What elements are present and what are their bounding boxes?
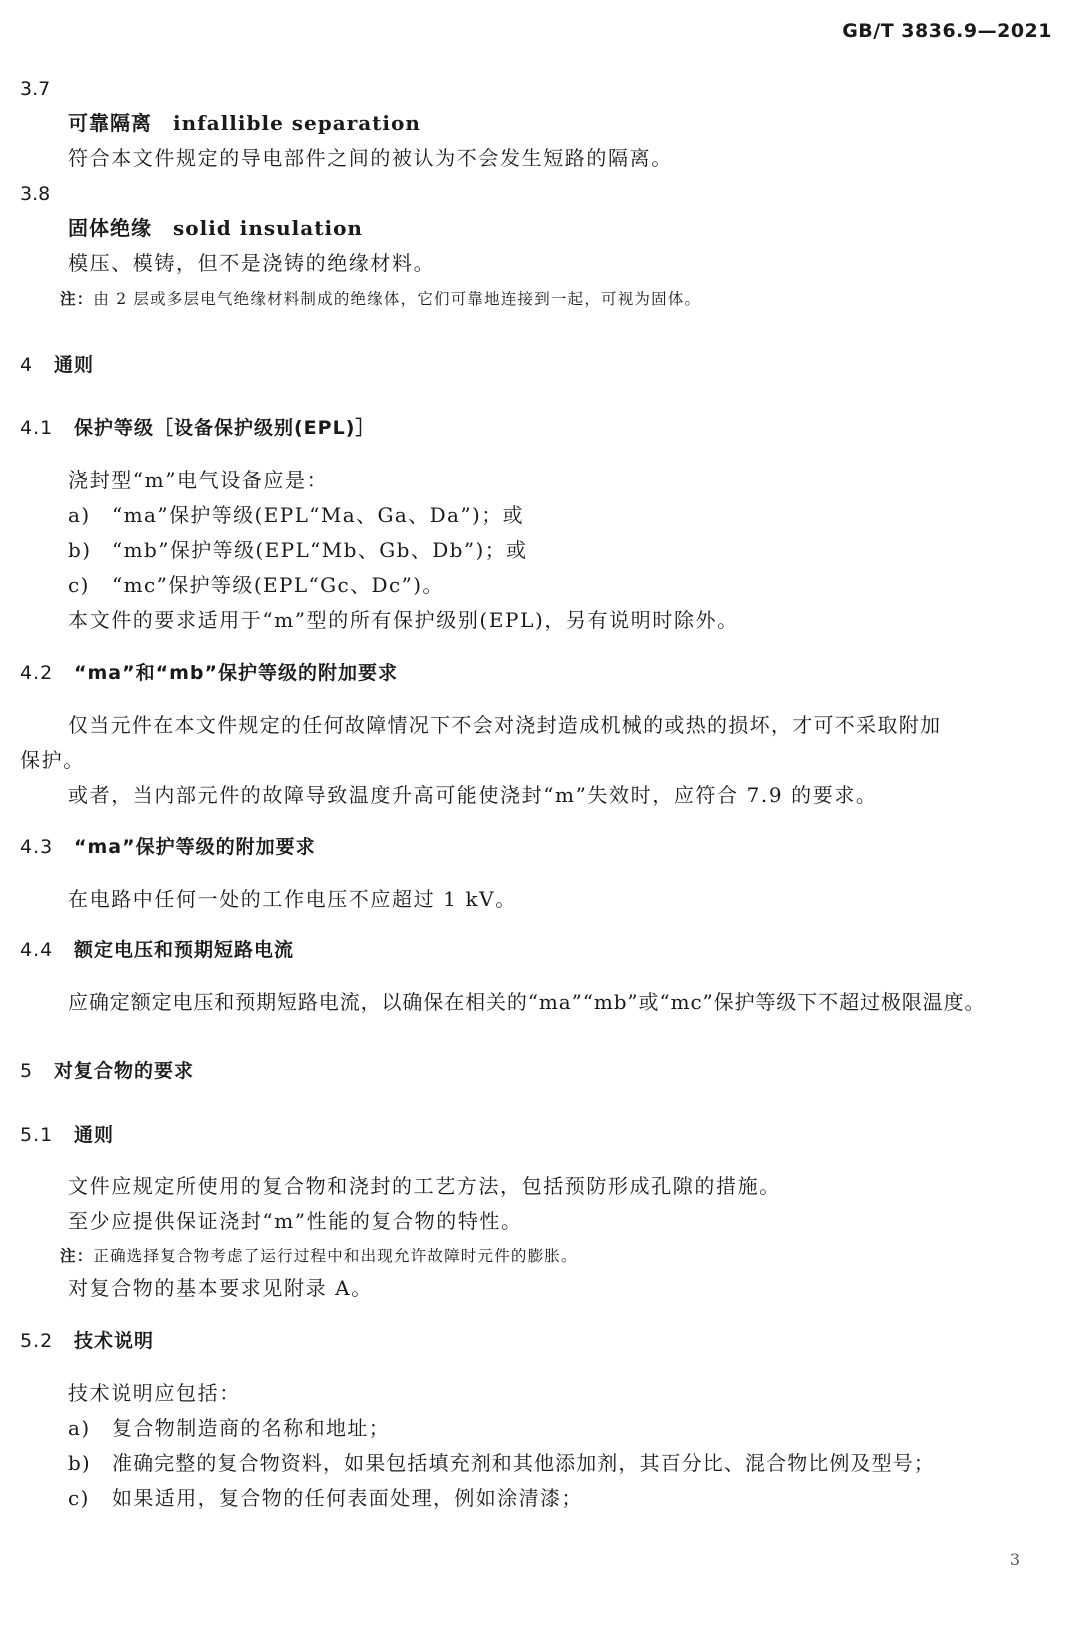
list-marker: b) <box>68 1451 91 1475</box>
note-5-1 <box>60 1243 578 1269</box>
paragraph-5-1-3: 对复合物的基本要求见附录 A。 <box>68 1276 373 1300</box>
section-heading-4-3 <box>20 834 316 860</box>
list-text: 准确完整的复合物资料，如果包括填充剂和其他添加剂，其百分比、混合物比例及型号； <box>112 1451 935 1475</box>
list-text: 如果适用，复合物的任何表面处理，例如涂清漆； <box>112 1486 583 1510</box>
list-marker: c) <box>68 573 90 597</box>
list-text: “mc”保护等级(EPL“Gc、Dc”)。 <box>112 573 444 597</box>
section-number: 4.2 <box>20 662 54 684</box>
section-title: 额定电压和预期短路电流 <box>74 939 295 961</box>
definition-3-8: 模压、模铸，但不是浇铸的绝缘材料。 <box>68 251 436 275</box>
term-3-7: 可靠隔离 infallible separation <box>68 111 421 135</box>
paragraph-4-2-line1: 仅当元件在本文件规定的任何故障情况下不会对浇封造成机械的或热的损坏，才可不采取附加 <box>68 713 942 737</box>
list-marker: a) <box>68 503 91 527</box>
paragraph-4-4: 应确定额定电压和预期短路电流，以确保在相关的“ma”“mb”或“mc”保护等级下不超过极限温度。 <box>68 990 986 1014</box>
list-item <box>68 1415 390 1441</box>
list-item <box>68 1485 583 1511</box>
section-heading-4-1 <box>20 415 375 441</box>
section-title: “ma”和“mb”保护等级的附加要求 <box>74 662 398 684</box>
list-text: “ma”保护等级(EPL“Ma、Ga、Da”)；或 <box>112 503 524 527</box>
list-item <box>68 502 524 528</box>
list-item <box>68 572 444 598</box>
paragraph-5-1-2: 至少应提供保证浇封“m”性能的复合物的特性。 <box>68 1209 523 1233</box>
term-3-8: 固体绝缘 solid insulation <box>68 216 363 240</box>
section-title: 技术说明 <box>74 1330 155 1352</box>
section-heading-5 <box>20 1058 194 1084</box>
list-marker: a) <box>68 1416 91 1440</box>
section-number: 5.2 <box>20 1330 54 1352</box>
paragraph-4-3: 在电路中任何一处的工作电压不应超过 1 kV。 <box>68 887 517 911</box>
note-text: 正确选择复合物考虑了运行过程中和出现允许故障时元件的膨胀。 <box>93 1247 578 1265</box>
section-heading-4-4 <box>20 937 294 963</box>
section-number: 4.3 <box>20 836 54 858</box>
intro-5-2: 技术说明应包括： <box>68 1381 241 1405</box>
section-number: 5.1 <box>20 1124 54 1146</box>
closing-4-1: 本文件的要求适用于“m”型的所有保护级别(EPL)，另有说明时除外。 <box>68 608 739 632</box>
section-title: 通则 <box>74 1124 115 1146</box>
definition-3-7: 符合本文件规定的导电部件之间的被认为不会发生短路的隔离。 <box>68 146 673 170</box>
section-heading-4 <box>20 352 94 378</box>
list-item <box>68 1450 935 1476</box>
paragraph-4-2-2: 或者，当内部元件的故障导致温度升高可能使浇封“m”失效时，应符合 7.9 的要求。 <box>68 783 878 807</box>
note-label: 注： <box>60 289 94 308</box>
intro-4-1: 浇封型“m”电气设备应是： <box>68 468 329 492</box>
section-title: 保护等级［设备保护级别(EPL)］ <box>74 417 376 439</box>
list-marker: c) <box>68 1486 90 1510</box>
list-text: “mb”保护等级(EPL“Mb、Gb、Db”)；或 <box>112 538 528 562</box>
page-number: 3 <box>1009 1550 1020 1569</box>
note-label: 注： <box>60 1246 94 1265</box>
list-text: 复合物制造商的名称和地址； <box>112 1416 391 1440</box>
section-heading-5-1 <box>20 1122 114 1148</box>
note-text: 由 2 层或多层电气绝缘材料制成的绝缘体，它们可靠地连接到一起，可视为固体。 <box>93 290 702 308</box>
section-heading-5-2 <box>20 1328 154 1354</box>
paragraph-5-1-1: 文件应规定所使用的复合物和浇封的工艺方法，包括预防形成孔隙的措施。 <box>68 1174 781 1198</box>
section-heading-4-2 <box>20 660 398 686</box>
section-title: 对复合物的要求 <box>54 1060 195 1082</box>
section-number: 4 <box>20 354 34 376</box>
clause-number-3-7: 3.7 <box>20 78 51 100</box>
section-title: 通则 <box>54 354 95 376</box>
paragraph-4-2-line2: 保护。 <box>20 748 85 772</box>
list-item <box>68 537 528 563</box>
section-number: 4.1 <box>20 417 54 439</box>
section-title: “ma”保护等级的附加要求 <box>74 836 316 858</box>
section-number: 5 <box>20 1060 34 1082</box>
section-number: 4.4 <box>20 939 54 961</box>
list-marker: b) <box>68 538 92 562</box>
standard-number: GB/T 3836.9—2021 <box>842 20 1052 42</box>
note-3-8 <box>60 286 701 312</box>
clause-number-3-8: 3.8 <box>20 183 51 205</box>
